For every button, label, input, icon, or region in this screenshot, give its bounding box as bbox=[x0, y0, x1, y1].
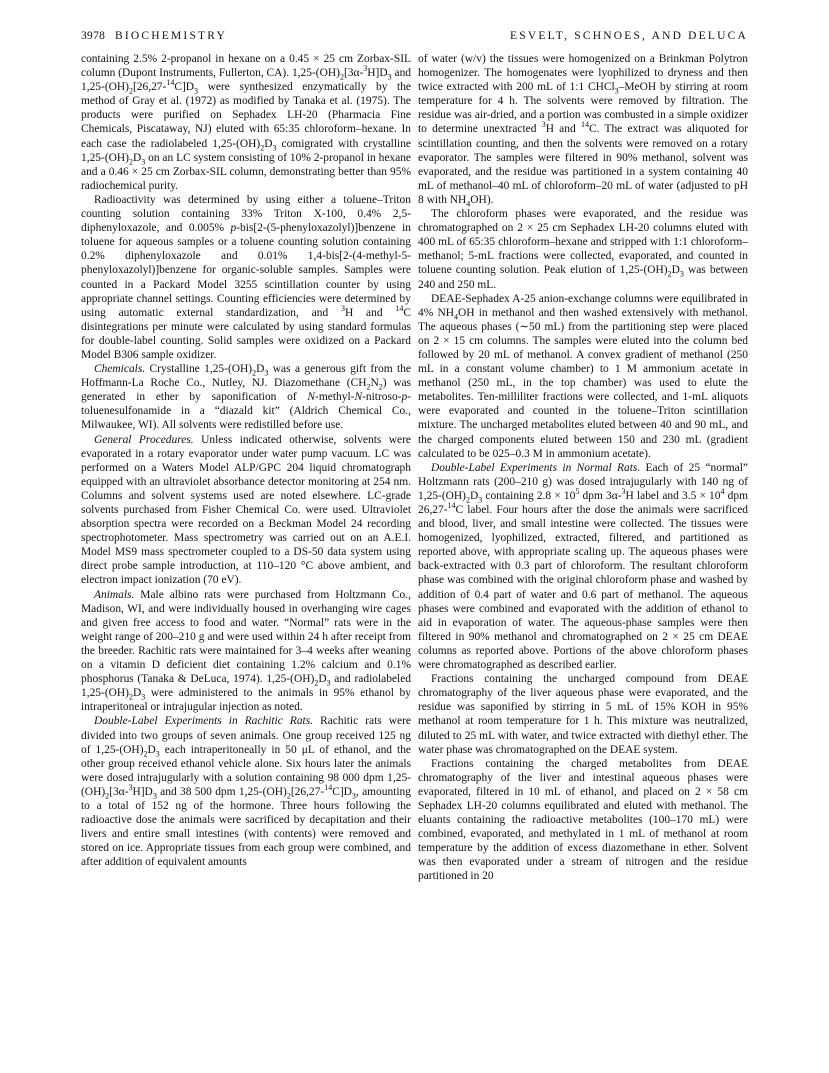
paragraph: General Procedures. Unless indicated otherwise, solvents were evaporated in a rotary evaporator under water pump vacuum. LC was performed on a Waters Model ALP/GPC 204 liquid chromatograph equipped with an ultraviolet absorbance detector monitoring at 254 nm. Columns and solvent systems used are noted elsewhere. LC-grade solvents purchased from Fisher Chemical Co. were used. Ultraviolet absorption spectra were recorded on a Beckman Model 24 recording spectrophotometer. Mass spectrometry was carried out on an A.E.I. Model MS9 mass spectrometer coupled to a DS-50 data system using direct probe sample introduction, at 110–120 °C above ambient, and electron impact ionization (70 eV). bbox=[81, 433, 412, 587]
paragraph: Radioactivity was determined by using either a toluene–Triton counting solution containing 33% Triton X-100, 0.4% 2,5-diphenyloxazole, and 0.005% p-bis[2-(5-phenyloxazolyl)]benzene in toluene for aqueous samples or a toluene counting solution containing 0.2% diphenyloxazole and 0.01% 1,4-bis[2-(4-methyl-5-phenyloxazolyl)]benzene for organic-soluble samples. Samples were counted in a Packard Model 3255 scintillation counter by using appropriate channel settings. Counting efficiencies were determined by using automatic external standardization, and $^3$H and $^{14}$C disintegrations per minute were calculated by using standard formulas for double-label counting. Solid samples were oxidized on a Packard Model B306 sample oxidizer. bbox=[81, 193, 411, 361]
running-header bbox=[81, 30, 748, 46]
page-number: 3978 bbox=[81, 30, 106, 42]
paragraph: Animals. Male albino rats were purchased from Holtzmann Co., Madison, WI, and were individually housed in overhanging wire cages and given free access to food and water. “Normal” rats were in the weight range of 200–210 g and were used within 24 h after receipt from the breeder. Rachitic rats were maintained for 3–4 weeks after weaning on a vitamin D deficient diet containing 1.2% calcium and 0.1% phosphorus (Tanaka & DeLuca, 1974). $1,25-(OH)_2D_3$ and radiolabeled $1,25-(OH)_2D_3$ were administered to the animals in 95% ethanol by intraperitoneal or intrajugular injection as noted. bbox=[81, 588, 411, 714]
left-column bbox=[81, 52, 411, 869]
right-column bbox=[418, 52, 748, 884]
author-names: ESVELT, SCHNOES, AND DELUCA bbox=[510, 30, 748, 42]
paragraph: Fractions containing the charged metabolites from DEAE chromatography of the liver and intestinal aqueous phases were evaporated, filtered in 10 mL of ethanol, and placed on 2 × 58 cm Sephadex LH-20 columns equilibrated and eluted with methanol. The eluants containing the radioactive metabolites (100–170 mL) were combined, evaporated, and methylated in 1 mL of methanol at room temperature by the addition of excess diazomethane in ether. Solvent was then evaporated under a stream of nitrogen and the residue partitioned in 20 bbox=[418, 757, 748, 883]
paragraph: Chemicals. Crystalline $1,25-(OH)_2D_3$ was a generous gift from the Hoffmann-La Roche Co., Nutley, NJ. Diazomethane $(CH_2N_2)$ was generated in ether by saponification of N-methyl-N-nitroso-p-toluenesulfonamide in a “diazald kit” (Aldrich Chemical Co., Milwaukee, WI). All solvents were redistilled before use. bbox=[81, 363, 411, 432]
journal-name: BIOCHEMISTRY bbox=[115, 30, 228, 42]
paragraph: Double-Label Experiments in Normal Rats. Each of 25 “normal” Holtzmann rats (200–210 g) was dosed intrajugularly with 140 ng of $1,25-(OH)_2D_3$ containing $2.8 \times 10^5$ dpm 3α-$^3$H label and $3.5 \times 10^4$ dpm 26,27-$^{14}$C label. Four hours after the dose the animals were sacrificed and blood, liver, and small intestine were collected. The tissues were homogenized, lyophilized, extracted, filtered, and partitioned as reported above, with appropriate scaling up. The aqueous phases were back-extracted with 0.3 part of chloroform. The resultant chloroform phase was combined with the original chloroform phase and washed by addition of 0.4 part of water and 0.6 part of methanol. The aqueous phases were combined and evaporated with the addition of ethanol to aid in evaporation of water. The aqueous-phase samples were then filtered in 90% methanol and chromatographed on 2 × 25 cm DEAE columns as reported above. Portions of the above chloroform phases were chromatographed as described earlier. bbox=[418, 461, 748, 672]
paragraph: The chloroform phases were evaporated, and the residue was chromatographed on 2 × 25 cm Sephadex LH-20 columns eluted with 400 mL of 65:35 chloroform–hexane and stripped with 1:1 chloroform–methanol; 5-mL fractions were collected, evaporated, and counted in toluene counting solution. Peak elution of $1,25-(OH)_2D_3$ was between 240 and 250 mL. bbox=[418, 208, 748, 291]
paragraph: Double-Label Experiments in Rachitic Rats. Rachitic rats were divided into two groups of seven animals. One group received 125 ng of $1,25-(OH)_2D_3$ each intraperitoneally in 50 μL of ethanol, and the other group received ethanol vehicle alone. Six hours later the animals were dosed intrajugularly with a solution containing 98 000 dpm $1,25-(OH)_2[3\alpha-^3H]D_3$ and 38 500 dpm $1,25-(OH)_2[26,27-^{14}C]D_3$, amounting to a total of 152 ng of the hormone. Three hours following the radioactive dose the animals were sacrificed by decapitation and their livers and entire small intestines (with contents) were removed and stored on ice. Appropriate tissues from each group were combined, and after addition of equivalent amounts bbox=[81, 715, 411, 869]
paragraph: containing 2.5% 2-propanol in hexane on a 0.45 × 25 cm Zorbax-SIL column (Dupont Instruments, Fullerton, CA). $1,25-(OH)_2[3\alpha-^3H]D_3$ and $1,25-(OH)_2[26,27-^{14}C]D_3$ were synthesized enzymatically by the method of Gray et al. (1972) as modified by Tanaka et al. (1975). The products were purified on Sephadex LH-20 (Pharmacia Fine Chemicals, Piscataway, NJ) eluted with 65:35 chloroform–hexane. In each case the radiolabeled $1,25-(OH)_2D_3$ comigrated with crystalline $1,25-(OH)_2D_3$ on an LC system consisting of 10% 2-propanol in hexane and a 0.46 × 25 cm Zorbax-SIL column, demonstrating better than 95% radiochemical purity. bbox=[81, 53, 412, 192]
paragraph: of water (w/v) the tissues were homogenized on a Brinkman Polytron homogenizer. The homogenates were lyophilized to dryness and then twice extracted with 200 mL of 1:1 CHCl$_3$–MeOH by stirring at room temperature for 4 h. The solvents were removed by filtration. The residue was air-dried, and a portion was combusted in a simple oxidizer to determine unextracted $^3$H and $^{14}$C. The extract was aliquoted for scintillation counting, and then the solvents were removed on a rotary evaporator. The samples were filtered in 90% methanol, solvent was evaporated, and the residue was partitioned in a system containing 40 mL of methanol–40 mL of chloroform–20 mL of water (adjusted to pH 8 with $NH_4OH$). bbox=[418, 53, 749, 209]
paragraph: DEAE-Sephadex A-25 anion-exchange columns were equilibrated in 4% $NH_4OH$ in methanol and then washed extensively with methanol. The aqueous phases (∼50 mL) from the partitioning step were placed on 2 × 15 cm columns. The samples were eluted into the column bed followed by 20 mL of methanol. A convex gradient of methanol (250 mL in a constant volume chamber) to 1 M ammonium acetate in methanol (250 mL, in the top chamber) was used to elute the metabolites. Ten-milliliter fractions were collected, and 1-mL aliquots were evaporated and counted in the toluene–Triton scintillation mixture. The uncharged metabolites eluted between 40 and 90 mL, and the charged components eluted between 150 and 230 mL (gradient calculated to be 025–0.3 M in ammonium acetate). bbox=[418, 292, 748, 460]
paragraph: Fractions containing the uncharged compound from DEAE chromatography of the liver aqueous phase were evaporated, and the residue was saponified by stirring in 5 mL of 15% KOH in 95% methanol at room temperature for 1 h. This mixture was neutralized, diluted to 25 mL with water, and twice extracted with diethyl ether. The water phase was chromatographed on the DEAE system. bbox=[418, 673, 748, 756]
